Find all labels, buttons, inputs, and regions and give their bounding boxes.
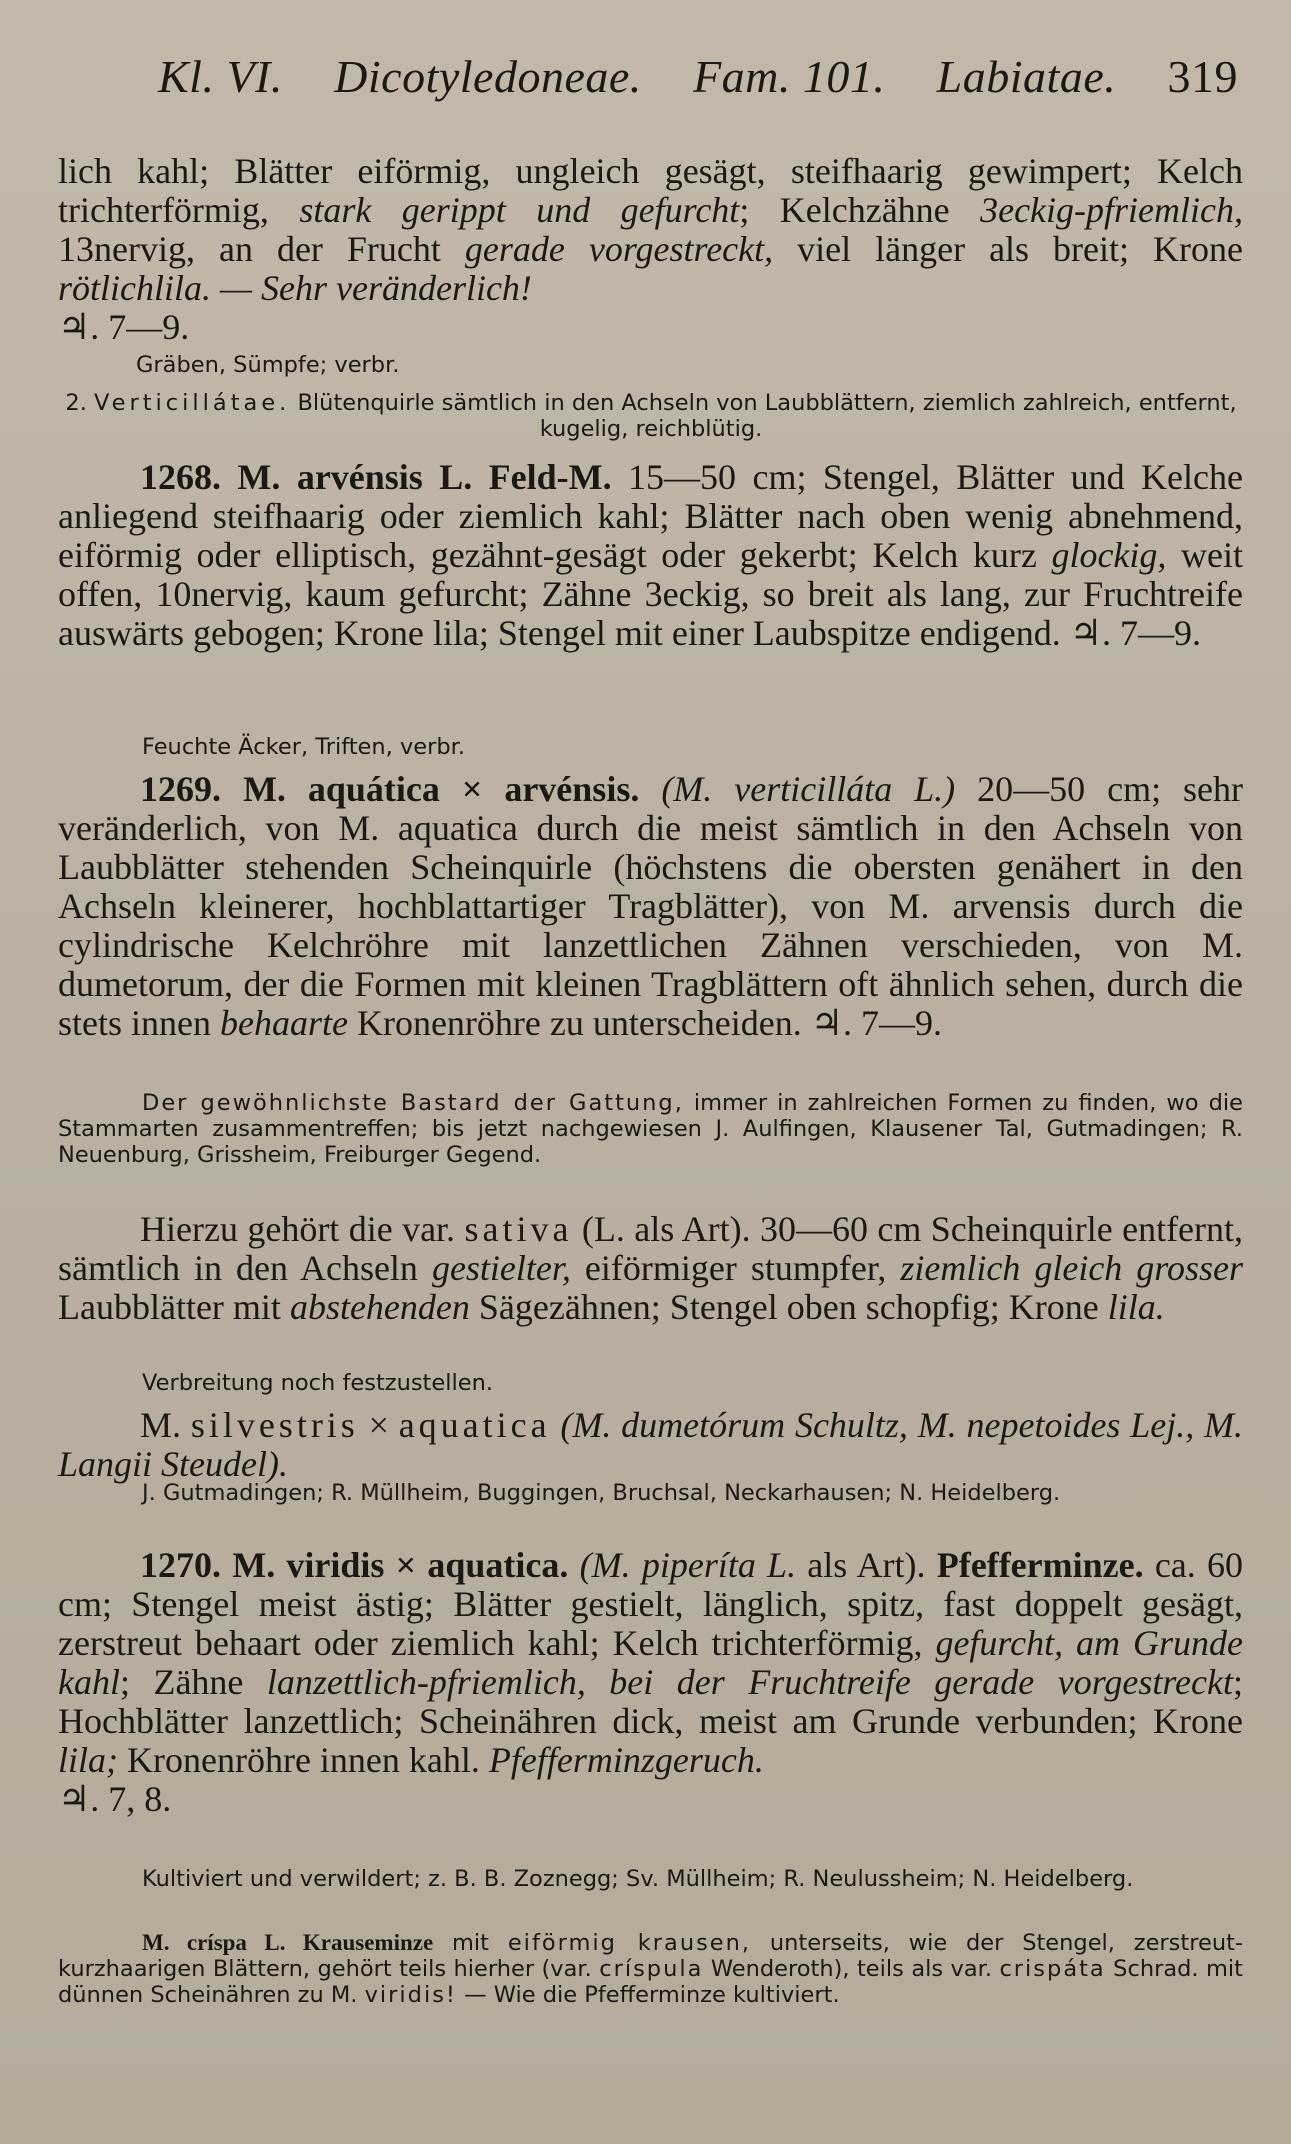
habitat-sativa: Verbreitung noch festzustellen. [142,1370,493,1396]
section-name: Verticillátae. [94,390,291,416]
flowering-time: ♃. 7, 8. [58,1779,172,1819]
flowering-time: ♃. 7—9. [58,307,190,347]
note-crispa: M. críspa L. Krauseminze mit eiförmig krausen, unterseits, wie der Stengel, zerstreut-kurzhaarigen Blättern, gehört teils hierher (var. críspula Wenderoth), teils als var. crispáta Schrad. mit dünnen Scheinähren zu M. viridis! — Wie die Pfefferminze kultiviert. [58,1930,1244,2008]
habitat-text: Gräben, Sümpfe; verbr. [136,352,400,378]
header-class-number: Kl. VI. [158,51,283,102]
entry-heading: 1269. M. aquática × arvénsis. [140,769,640,809]
entry-1268: 1268. M. arvénsis L. Feld-M. 15—50 cm; Stengel, Blätter und Kelche anliegend steifhaarig oder ziemlich kahl; Blätter nach oben wenig abnehmend, eiförmig oder elliptisch, gezähnt-gesägt oder gekerbt; Kelch kurz glockig, weit offen, 10nervig, kaum gefurcht; Zähne 3eckig, so breit als lang, zur Fruchtreife auswärts gebogen; Krone lila; Stengel mit einer Laubspitze endigend. ♃. 7—9. [58,457,1244,653]
habitat-dumetorum: J. Gutmadingen; R. Müllheim, Buggingen, Bruchsal, Neckarhausen; N. Heidelberg. [142,1480,1061,1506]
section-number: 2. [65,390,87,416]
section-description: Blütenquirle sämtlich in den Achseln von Laubblättern, ziemlich zahlreich, entfernt, kugelig, reichblütig. [297,390,1237,442]
habitat-1270: Kultiviert und verwildert; z. B. B. Zoznegg; Sv. Müllheim; R. Neulussheim; N. Heidelberg. [142,1866,1134,1892]
entry-heading: 1270. M. viridis × aquatica. [140,1545,569,1585]
entry-1269: 1269. M. aquática × arvénsis. (M. verticilláta L.) 20—50 cm; sehr veränderlich, von M. aquatica durch die meist sämtlich in den Achseln von Laubblätter stehenden Scheinquirle (höchstens die obersten genähert in den Achseln kleinerer, hochblattartiger Tragblätter), von M. arvensis durch die cylindrische Kelchröhre mit lanzettlichen Zähnen verschieden, von M. dumetorum, der die Formen mit kleinen Tragblättern oft ähnlich sehen, durch die stets innen behaarte Kronenröhre zu unterscheiden. ♃. 7—9. [58,769,1243,1043]
note-1269: Der gewöhnlichste Bastard der Gattung, immer in zahlreichen Formen zu finden, wo die Stammarten zusammentreffen; bis jetzt nachgewiesen J. Aulfingen, Klausener Tal, Gutmadingen; R. Neuenburg, Grissheim, Freiburger Gegend. [58,1090,1243,1168]
var-sativa: Hierzu gehört die var. sativa (L. als Art). 30—60 cm Scheinquirle entfernt, sämtlich in den Achseln gestielter, eiförmiger stumpfer, ziemlich gleich grosser Laubblätter mit abstehenden Sägezähnen; Stengel oben schopfig; Krone lila. [58,1209,1244,1327]
header-class-name: Dicotyledoneae. [334,51,642,102]
page-number: 319 [1167,51,1238,102]
header-family-name: Labiatae. [936,51,1117,102]
section-verticillatae [56,390,1246,442]
paragraph-continuation: lich kahl; Blätter eiförmig, ungleich gesägt, steifhaarig gewimpert; Kelch trichterförmig, stark gerippt und gefurcht; Kelchzähne 3eckig-pfriemlich, 13nervig, an der Frucht gerade vorgestreckt, viel länger als breit; Krone rötlichlila. — Sehr veränderlich! [58,151,1243,308]
entry-heading: 1268. M. arvénsis L. Feld-M. [140,457,612,497]
hybrid-dumetorum: M. silvestris × aquatica (M. dumetórum Schultz, M. nepetoides Lej., M. Langii Steudel). [58,1405,1243,1484]
text-block-continuation [58,152,1243,347]
header-family-number: Fam. 101. [693,51,886,102]
running-header [158,50,1238,103]
habitat-1268: Feuchte Äcker, Triften, verbr. [142,734,465,760]
habitat-note [58,352,1243,378]
entry-1270: 1270. M. viridis × aquatica. (M. piperíta L. als Art). Pfefferminze. ca. 60 cm; Stengel meist ästig; Blätter gestielt, länglich, spitz, fast doppelt gesägt, zerstreut behaart oder ziemlich kahl; Kelch trichterförmig, gefurcht, am Grunde kahl; Zähne lanzettlich-pfriemlich, bei der Fruchtreife gerade vorgestreckt; Hochblätter lanzettlich; Scheinähren dick, meist am Grunde verbunden; Krone lila; Kronenröhre innen kahl. Pfefferminzgeruch. ♃. 7, 8. [58,1545,1244,1819]
